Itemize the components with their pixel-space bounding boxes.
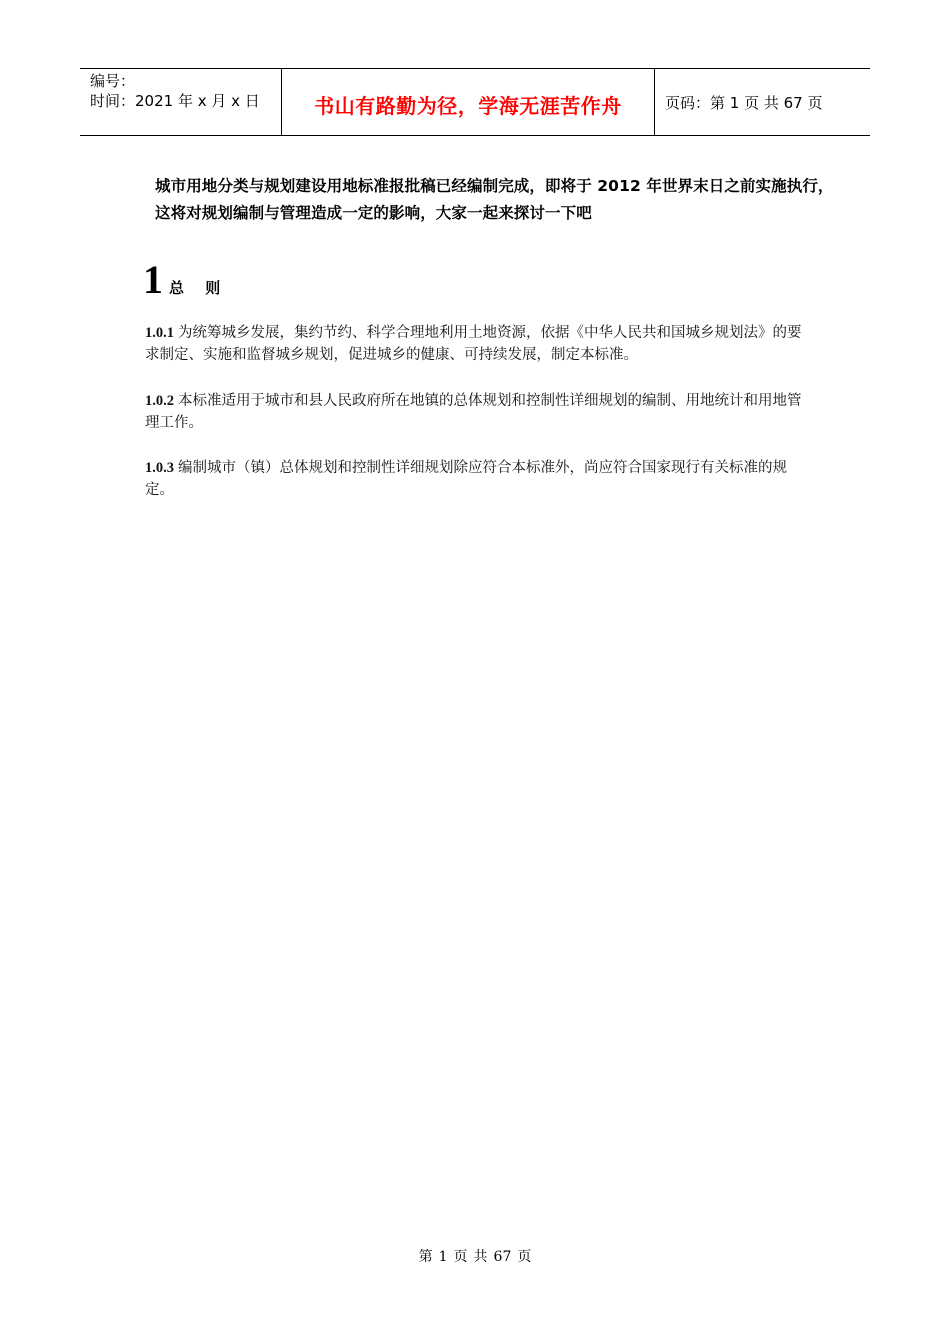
clause-1-0-2 bbox=[145, 390, 815, 434]
clause-1-0-3 bbox=[145, 457, 815, 501]
clause-number: 1.0.3 bbox=[145, 460, 174, 476]
chapter-number: 1 bbox=[143, 257, 163, 302]
chapter-title: 总 则 bbox=[169, 279, 229, 297]
clause-text: 本标准适用于城市和县人民政府所在地镇的总体规划和控制性详细规划的编制、用地统计和用地管理工作。 bbox=[145, 393, 802, 431]
footer-page-prefix: 第 bbox=[418, 1249, 433, 1265]
header-page-info: 页码：第 1 页 共 67 页 bbox=[665, 93, 823, 112]
clause-text: 编制城市（镇）总体规划和控制性详细规划除应符合本标准外，尚应符合国家现行有关标准的规定。 bbox=[145, 460, 787, 498]
page-footer bbox=[0, 1246, 950, 1266]
header-motto: 书山有路勤为径，学海无涯苦作舟 bbox=[314, 93, 622, 118]
clause-text: 为统筹城乡发展，集约节约、科学合理地利用土地资源，依据《中华人民共和国城乡规划法》的要求制定、实施和监督城乡规划，促进城乡的健康、可持续发展，制定本标准。 bbox=[145, 325, 802, 363]
footer-page-current: 1 bbox=[438, 1249, 448, 1265]
clause-1-0-1 bbox=[145, 322, 815, 366]
chapter-heading bbox=[143, 256, 228, 304]
header-motto-cell bbox=[282, 69, 655, 135]
footer-page-unit: 页 bbox=[453, 1249, 468, 1265]
clause-number: 1.0.1 bbox=[145, 325, 174, 341]
clause-number: 1.0.2 bbox=[145, 393, 174, 409]
footer-page-total: 67 bbox=[493, 1249, 512, 1265]
document-number-label: 编号： bbox=[90, 72, 136, 90]
intro-paragraph: 城市用地分类与规划建设用地标准报批稿已经编制完成，即将于 2012 年世界末日之前实施执行，这将对规划编制与管理造成一定的影响，大家一起来探讨一下吧 bbox=[155, 177, 834, 222]
header-page-cell bbox=[655, 69, 870, 135]
header-meta-cell bbox=[80, 69, 282, 135]
document-time-label: 时间：2021 年 x 月 x 日 bbox=[90, 92, 260, 110]
document-header bbox=[80, 68, 870, 136]
footer-total-prefix: 共 bbox=[473, 1249, 488, 1265]
footer-total-unit: 页 bbox=[517, 1249, 532, 1265]
